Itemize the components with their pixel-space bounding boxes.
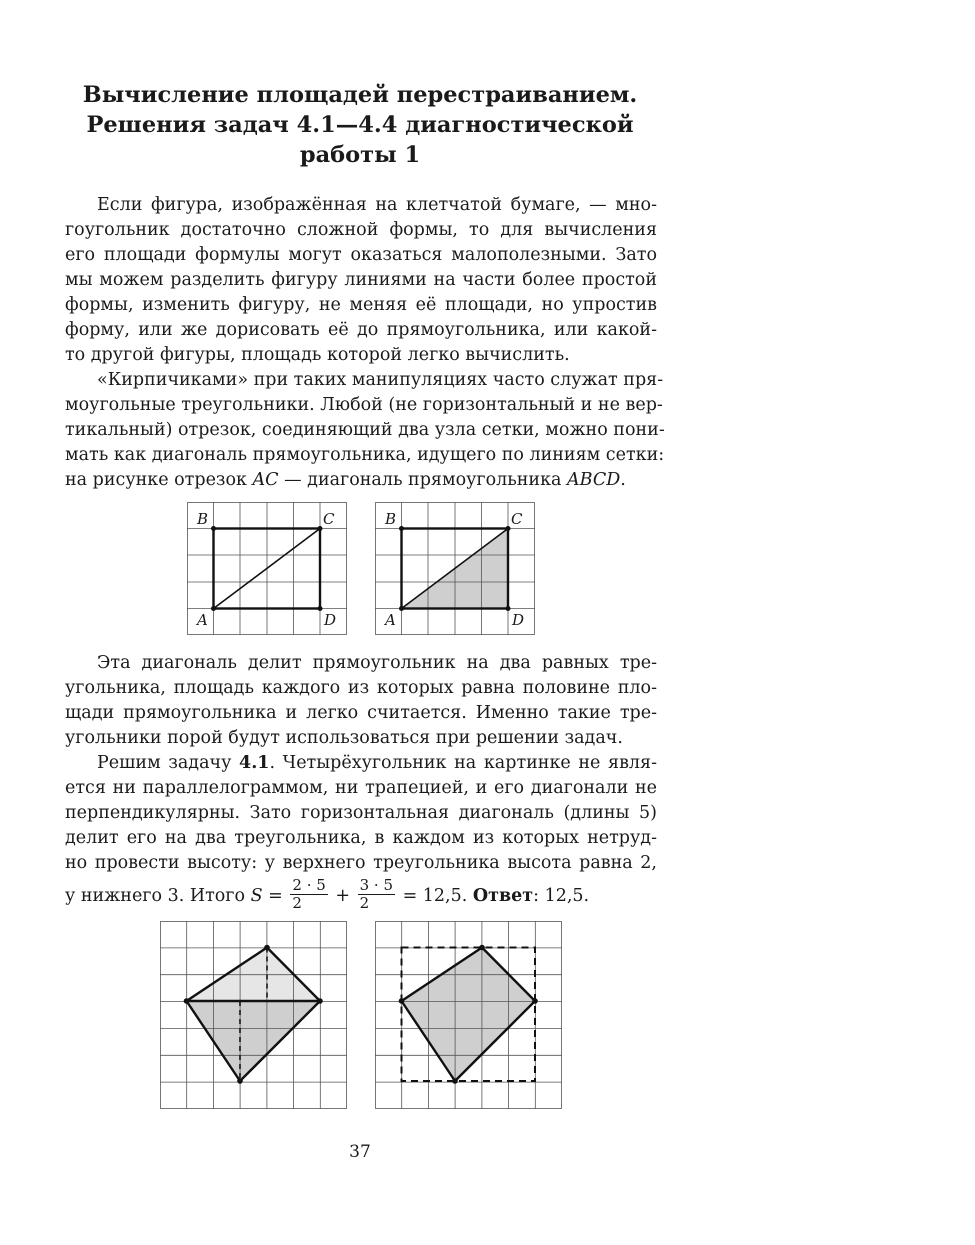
fraction-denominator: 2 xyxy=(292,894,302,912)
text-line: тикальный) отрезок, соединяющий два узла сетки, можно пони- xyxy=(65,420,665,440)
text-line: но провести высоту: у верхнего треугольника высота равна 2, xyxy=(65,853,657,873)
vertex xyxy=(264,945,270,951)
text-line: щади прямоугольника и легко считается. Именно такие тре- xyxy=(65,703,657,723)
paragraph-2 xyxy=(65,368,665,493)
section-title xyxy=(60,80,660,170)
figure-rectangle-shaded-triangle xyxy=(375,502,535,635)
area-symbol: S xyxy=(250,886,263,906)
label-d: D xyxy=(324,611,337,629)
label-b: B xyxy=(197,510,209,528)
vertex xyxy=(532,998,538,1004)
figure-quadrilateral-bounding-box xyxy=(375,921,562,1109)
text-line xyxy=(65,751,657,776)
text-line: «Кирпичиками» при таких манипуляциях часто служат пря- xyxy=(97,370,664,390)
title-line-1: Вычисление площадей перестраиванием. xyxy=(82,82,638,108)
text-line: Эта диагональ делит прямоугольник на два равных тре- xyxy=(97,653,657,673)
title-line-2: Решения задач 4.1—4.4 диагностической xyxy=(86,112,634,138)
label-a: A xyxy=(197,611,208,629)
fraction-numerator: 3 · 5 xyxy=(359,876,393,894)
point-c xyxy=(318,526,323,531)
text-line: гоугольник достаточно сложной формы, то для вычисления xyxy=(65,220,657,240)
label-c: C xyxy=(511,510,523,528)
vertex xyxy=(184,998,190,1004)
text-fragment: . xyxy=(620,470,626,490)
page-number: 37 xyxy=(349,1142,371,1162)
paragraph-1 xyxy=(65,193,657,368)
label-b: B xyxy=(385,510,397,528)
point-b xyxy=(211,526,216,531)
text-line: делит его на два треугольника, в каждом из которых нетруд- xyxy=(65,828,657,848)
point-d xyxy=(318,606,323,611)
point-c xyxy=(506,526,511,531)
point-d xyxy=(506,606,511,611)
text-fragment: = xyxy=(262,886,289,906)
title-line-3: работы 1 xyxy=(299,142,421,168)
text-fragment: Решим задачу xyxy=(97,753,240,773)
text-line: формы, изменить фигуру, не меняя её площади, но упростив xyxy=(65,295,657,315)
text-line: форму, или же дорисовать её до прямоугольника, или какой- xyxy=(65,320,657,340)
answer-value: : 12,5. xyxy=(533,886,590,906)
fraction-lower xyxy=(358,877,395,912)
text-line: мать как диагональ прямоугольника, идущего по линиям сетки: xyxy=(65,445,665,465)
text-fragment: у нижнего 3. Итого xyxy=(65,886,251,906)
text-line: угольники порой будут использоваться при решении задач. xyxy=(65,728,623,748)
vertex xyxy=(452,1078,458,1084)
text-line: его площади формулы могут оказаться малополезными. Зато xyxy=(65,245,657,265)
fraction-denominator: 2 xyxy=(359,894,370,912)
fraction-numerator: 2 · 5 xyxy=(292,876,326,894)
vertex xyxy=(317,998,323,1004)
text-line: мы можем разделить фигуру линиями на части более простой xyxy=(65,270,657,290)
paragraph-3 xyxy=(65,651,657,751)
label-d: D xyxy=(512,611,525,629)
vertex xyxy=(237,1078,243,1084)
label-a: A xyxy=(385,611,396,629)
formula-line xyxy=(65,876,657,916)
text-line xyxy=(65,468,657,493)
answer-label: Ответ xyxy=(472,886,534,906)
vertex xyxy=(479,945,485,951)
task-number: 4.1 xyxy=(239,753,270,773)
text-fragment: — диагональ прямоугольника xyxy=(278,470,568,490)
text-fragment: на рисунке отрезок xyxy=(65,470,253,490)
point-a xyxy=(399,606,404,611)
text-line: то другой фигуры, площадь которой легко вычислить. xyxy=(65,345,570,365)
text-line: ется ни параллелограммом, ни трапецией, и его диагонали не xyxy=(65,778,657,798)
figure-rectangle-diagonal xyxy=(187,502,347,635)
point-a xyxy=(211,606,216,611)
text-line: моугольные треугольники. Любой (не горизонтальный и не вер- xyxy=(65,395,663,415)
vertex xyxy=(399,998,405,1004)
point-b xyxy=(399,526,404,531)
shaded-quadrilateral xyxy=(402,948,536,1082)
text-fragment: . Четырёхугольник на картинке не явля- xyxy=(269,753,658,773)
rectangle-label: ABCD xyxy=(567,470,621,490)
text-line: угольника, площадь каждого из которых равна половине пло- xyxy=(65,678,657,698)
text-fragment: + xyxy=(329,886,356,906)
label-c: C xyxy=(323,510,335,528)
text-fragment: = 12,5. xyxy=(397,886,473,906)
figure-quadrilateral-split xyxy=(160,921,347,1109)
segment-label: AC xyxy=(252,470,279,490)
fraction-upper xyxy=(290,877,327,912)
text-line: Если фигура, изображённая на клетчатой бумаге, — мно- xyxy=(97,195,657,215)
text-line: перпендикулярны. Зато горизонтальная диагональ (длины 5) xyxy=(65,803,657,823)
paragraph-4 xyxy=(65,751,657,916)
